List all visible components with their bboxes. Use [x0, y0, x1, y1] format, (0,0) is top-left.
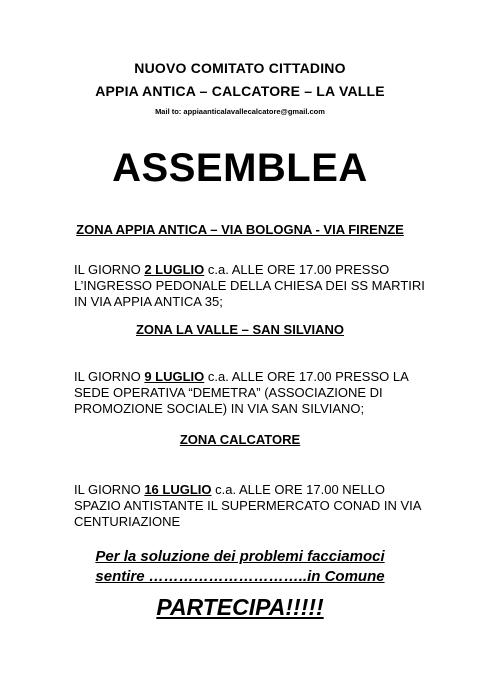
- detail-line: PROMOZIONE SOCIALE) IN VIA SAN SILVIANO;: [74, 401, 365, 416]
- meeting-date: 16 LUGLIO: [144, 482, 212, 497]
- meeting-date: 2 LUGLIO: [144, 262, 205, 277]
- zone-details-appia-antica: [74, 262, 434, 310]
- committee-areas: APPIA ANTICA – CALCATORE – LA VALLE: [95, 83, 385, 99]
- zone-details-calcatore: [74, 482, 434, 530]
- detail-line: L’INGRESSO PEDONALE DELLA CHIESA DEI SS MARTIRI: [74, 278, 425, 293]
- detail-line: [74, 262, 434, 278]
- line-text: IL GIORNO: [74, 482, 145, 497]
- line-text: IL GIORNO: [74, 369, 145, 384]
- zone-heading-la-valle: ZONA LA VALLE – SAN SILVIANO: [135, 322, 344, 337]
- detail-line: SPAZIO ANTISTANTE IL SUPERMERCATO CONAD IN VIA: [74, 498, 422, 513]
- detail-line: [74, 369, 434, 385]
- zone-heading-appia-antica: ZONA APPIA ANTICA – VIA BOLOGNA - VIA FIRENZE: [76, 222, 404, 237]
- contact-email: Mail to: appiaanticalavallecalcatore@gmail.com: [155, 107, 325, 116]
- page-title: ASSEMBLEA: [112, 146, 368, 190]
- zone-heading-calcatore: ZONA CALCATORE: [179, 432, 301, 447]
- detail-line: IN VIA APPIA ANTICA 35;: [74, 294, 223, 309]
- detail-line: [74, 482, 434, 498]
- line-text: c.a. ALLE ORE 17.00 NELLO: [211, 482, 385, 497]
- line-text: IL GIORNO: [74, 262, 145, 277]
- slogan-line-2: sentire …………………………..in Comune: [95, 568, 385, 585]
- line-text: c.a. ALLE ORE 17.00 PRESSO LA: [204, 369, 409, 384]
- detail-line: CENTURIAZIONE: [74, 514, 181, 529]
- detail-line: SEDE OPERATIVA “DEMETRA” (ASSOCIAZIONE DI: [74, 385, 383, 400]
- committee-name: NUOVO COMITATO CITTADINO: [134, 60, 346, 76]
- zone-details-la-valle: [74, 369, 434, 417]
- meeting-date: 9 LUGLIO: [144, 369, 205, 384]
- call-to-action: PARTECIPA!!!!!: [156, 594, 324, 620]
- slogan-line-1: Per la soluzione dei problemi facciamoci: [95, 548, 385, 565]
- line-text: c.a. ALLE ORE 17.00 PRESSO: [204, 262, 390, 277]
